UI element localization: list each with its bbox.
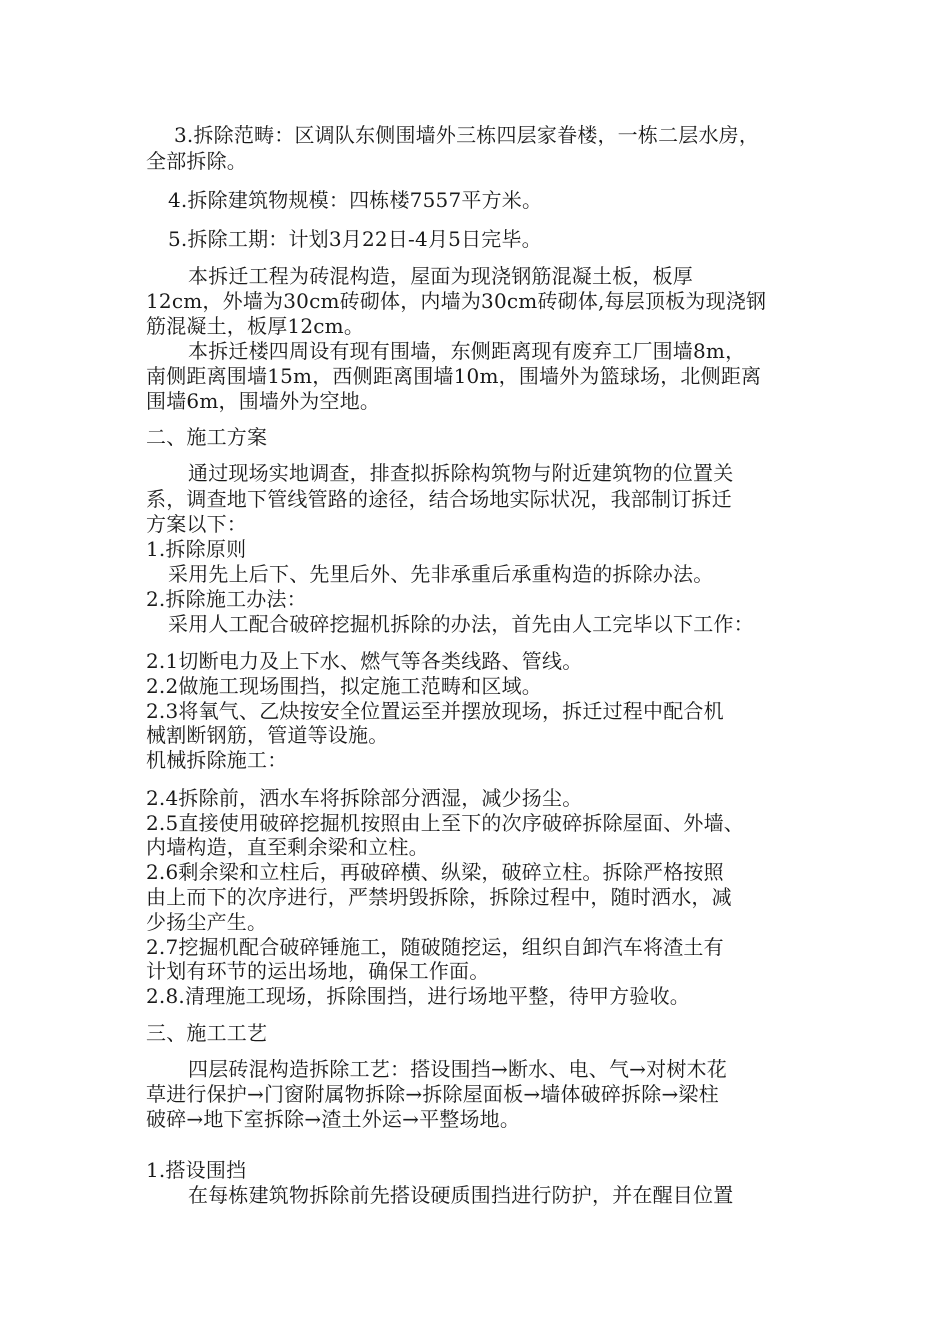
section2-intro-line-2: 系，调查地下管线管路的途径，结合场地实际状况，我部制订拆迁 <box>146 487 732 511</box>
structure-line-1: 本拆迁工程为砖混构造，屋面为现浇钢筋混凝土板，板厚 <box>188 264 693 288</box>
surroundings-line-1: 本拆迁楼四周设有现有围墙，东侧距离现有废弃工厂围墙8m， <box>188 339 746 363</box>
step-2-6-line-1: 2.6剩余梁和立柱后，再破碎横、纵梁，破碎立柱。拆除严格按照 <box>146 860 724 884</box>
step-2-1: 2.1切断电力及上下水、燃气等各类线路、管线。 <box>146 649 583 673</box>
period-line: 5.拆除工期：计划3月22日-4月5日完毕。 <box>168 227 542 251</box>
step-2-3-line-2: 械割断钢筋，管道等设施。 <box>146 723 389 747</box>
scale-line: 4.拆除建筑物规模：四栋楼7557平方米。 <box>168 188 543 212</box>
step-2-4: 2.4拆除前，洒水车将拆除部分洒湿，减少扬尘。 <box>146 786 583 810</box>
scope-line-2: 全部拆除。 <box>146 149 247 173</box>
mechanical-heading: 机械拆除施工： <box>146 748 288 772</box>
step-2-8: 2.8.清理施工现场，拆除围挡，进行场地平整，待甲方验收。 <box>146 984 690 1008</box>
step-2-7-line-2: 计划有环节的运出场地，确保工作面。 <box>146 959 490 983</box>
section3-heading: 三、施工工艺 <box>146 1021 268 1045</box>
section2-intro-line-1: 通过现场实地调查，排查拟拆除构筑物与附近建筑物的位置关 <box>188 461 734 485</box>
step-2-7-line-1: 2.7挖掘机配合破碎锤施工，随破随挖运，组织自卸汽车将渣土有 <box>146 935 724 959</box>
structure-line-2: 12cm，外墙为30cm砖砌体，内墙为30cm砖砌体,每层顶板为现浇钢 <box>146 289 767 313</box>
method-heading: 2.拆除施工办法： <box>146 587 307 611</box>
section2-heading: 二、施工方案 <box>146 425 268 449</box>
surroundings-line-2: 南侧距离围墙15m，西侧距离围墙10m，围墙外为篮球场，北侧距离 <box>146 364 762 388</box>
step-2-5-line-1: 2.5直接使用破碎挖掘机按照由上至下的次序破碎拆除屋面、外墙、 <box>146 811 745 835</box>
section2-intro-line-3: 方案以下： <box>146 512 247 536</box>
structure-line-3: 筋混凝土，板厚12cm。 <box>146 314 365 338</box>
fence-text: 在每栋建筑物拆除前先搭设硬质围挡进行防护，并在醒目位置 <box>188 1183 734 1207</box>
fence-heading: 1.搭设围挡 <box>146 1158 247 1182</box>
process-line-3: 破碎→地下室拆除→渣土外运→平整场地。 <box>146 1107 521 1131</box>
method-text: 采用人工配合破碎挖掘机拆除的办法，首先由人工完毕以下工作： <box>168 612 754 636</box>
step-2-5-line-2: 内墙构造，直至剩余梁和立柱。 <box>146 835 429 859</box>
principle-heading: 1.拆除原则 <box>146 537 247 561</box>
principle-text: 采用先上后下、先里后外、先非承重后承重构造的拆除办法。 <box>168 562 714 586</box>
step-2-6-line-3: 少扬尘产生。 <box>146 910 268 934</box>
step-2-6-line-2: 由上而下的次序进行，严禁坍毁拆除，拆除过程中，随时洒水，减 <box>146 885 732 909</box>
process-line-1: 四层砖混构造拆除工艺：搭设围挡→断水、电、气→对树木花 <box>188 1057 727 1081</box>
scope-line-1: 3.拆除范畴：区调队东侧围墙外三栋四层家眷楼，一栋二层水房， <box>174 123 760 147</box>
process-line-2: 草进行保护→门窗附属物拆除→拆除屋面板→墙体破碎拆除→梁柱 <box>146 1082 719 1106</box>
step-2-2: 2.2做施工现场围挡，拟定施工范畴和区域。 <box>146 674 543 698</box>
step-2-3-line-1: 2.3将氧气、乙炔按安全位置运至并摆放现场，拆迁过程中配合机 <box>146 699 724 723</box>
surroundings-line-3: 围墙6m，围墙外为空地。 <box>146 389 381 413</box>
